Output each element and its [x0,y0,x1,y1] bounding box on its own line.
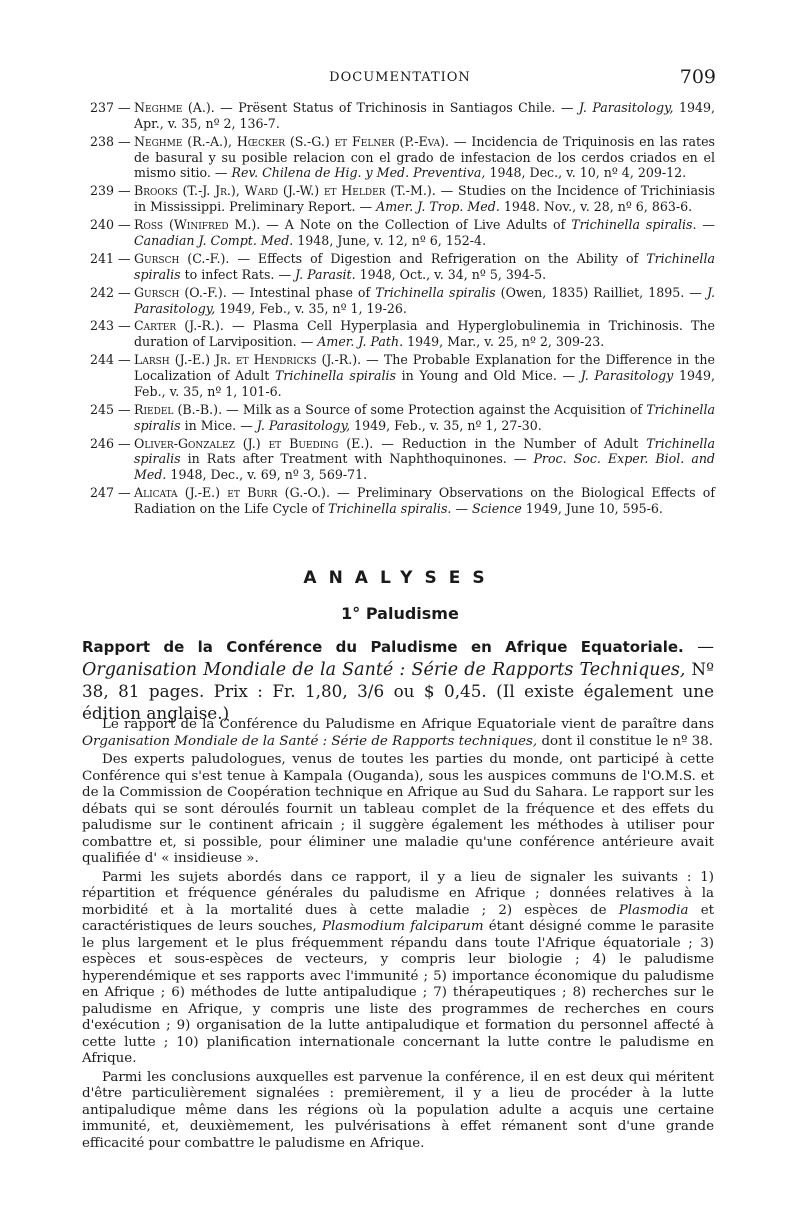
reference-text: — Intestinal phase of [226,284,376,300]
reference-entry [90,285,715,317]
reference-italic: Trichinella spiralis [134,250,715,282]
reference-number: 246 — [90,435,131,451]
reference-italic: Canadian J. Compt. Med. [134,232,294,248]
body-paragraph [82,870,714,1068]
reference-entry [90,100,715,132]
reference-text: — Incidencia de Triquinosis en las rates de basural y su posible relacion con el grado de infestacion de los cerdos criados en el mismo sitio. — [134,133,715,181]
reference-authors: Ross (Winifred M.). [134,217,261,233]
analyses-heading: ANALYSES [303,568,497,588]
reference-authors: Neghme (R.-A.), Hœcker (S.-G.) et Felner (P.-Eva). [134,133,450,149]
reference-italic: Amer. J. Path. [317,334,404,350]
reference-italic: Science [472,501,522,516]
reference-number: 239 — [90,183,131,199]
article-title-dash: — [683,636,714,656]
body-paragraph [82,1070,714,1153]
reference-entry [90,402,715,434]
reference-number: 238 — [90,133,131,149]
reference-text: 1949, Feb., v. 35, nº 1, 101-6. [134,368,715,399]
reference-authors: Carter (J.-R.). [134,318,224,334]
reference-text: — [696,217,715,233]
reference-entry [90,436,715,483]
reference-authors: Riedel (B.-B.). [134,401,223,417]
paragraph-text: Parmi les conclusions auxquelles est parvenue la conférence, il en est deux qui méritent d'être particulièrement signalées : premièrement, il y a lieu de procéder à la lutte antipaludique même dans les régions où la population adulte a acquis une certaine immunité, et, deuxièmement, les pulvérisations à effet rémanent sont d'une grande efficacité pour combattre le paludisme en Afrique. [82,1069,714,1151]
reference-italic: J. Parasitology, [134,284,716,316]
reference-text: — Preliminary Observations on the Biological Effects of Radiation on the Life Cycle of [134,485,716,516]
reference-authors: Neghme (A.). [134,100,215,115]
reference-italic: Trichinella spiralis [134,435,715,467]
reference-text: — Studies on the Incidence of Trichiniasis in Mississippi. Preliminary Report. — [134,183,715,215]
paragraph-text: et caractéristiques de leurs souches, [82,902,714,934]
reference-italic: Trichinella spiralis [375,284,496,300]
reference-list [90,100,715,519]
reference-italic: Rev. Chilena de Hig. y Med. Preventiva, [231,165,486,181]
reference-text: 1948. Nov., v. 28, nº 6, 863-6. [499,199,693,215]
reference-number: 240 — [90,217,131,233]
reference-text: — The Probable Explanation for the Difference in the Localization of Adult [134,352,715,384]
article-title [82,636,714,724]
reference-text: 1948, Dec., v. 10, nº 4, 209-12. [485,165,687,181]
reference-text: 1949, Feb., v. 35, nº 1, 27-30. [350,417,542,433]
reference-text: 1949, June 10, 595-6. [521,501,663,516]
reference-italic: Trichinella spiralis [274,368,396,384]
reference-italic: J. Parasitology [580,368,674,384]
reference-italic: J. Parasitology, [578,100,674,115]
reference-text: 1948, Oct., v. 34, nº 5, 394-5. [355,266,547,282]
reference-entry [90,134,715,181]
body-paragraph [82,717,714,750]
reference-authors: Oliver-Gonzalez (J.) et Bueding (E.). [134,435,374,451]
paragraph-italic: Plasmodium falciparum [321,919,484,934]
running-title: DOCUMENTATION [329,70,471,85]
reference-text: 1949, Feb., v. 35, nº 1, 19-26. [215,300,407,316]
reference-entry [90,183,715,215]
reference-italic: J. Parasit. [295,266,356,282]
reference-number: 241 — [90,250,131,266]
paragraph-italic: Plasmodia [618,902,689,918]
reference-number: 242 — [90,284,131,300]
reference-italic: Trichinella spiralis. [571,217,697,233]
reference-text: 1948, Dec., v. 69, nº 3, 569-71. [166,467,368,483]
reference-text: in Mice. — [180,417,257,433]
reference-text: in Young and Old Mice. — [395,368,581,384]
reference-italic: Trichinella spiralis [134,401,715,433]
reference-number: 243 — [90,318,131,334]
reference-authors: Gursch (C.-F.). [134,250,230,266]
reference-text: — Prësent Status of Trichinosis in Santiagos Chile. — [214,100,579,115]
reference-text: to infect Rats. — [180,266,296,282]
page-header [0,66,800,90]
reference-entry [90,251,715,283]
reference-italic: Proc. Soc. Exper. Biol. and Med. [134,451,715,483]
paragraph-text: étant désigné comme le parasite le plus largement et le plus fréquemment répandu dans toute l'Afrique équatoriale ; 3) espèces et sous-espèces de vecteurs, y compris leur biologie ; 4) le paludisme hyperendémique et ses rapports avec l'immunité ; 5) importance économique du paludisme en Afrique ; 6) méthodes de lutte antipaludique ; 7) thérapeutiques ; 8) recherches sur le paludisme en Afrique, y compris une liste des programmes de recherches en cours d'exécution ; 9) organisation de la lutte antipaludique et formation du personnel affecté à cette lutte ; 10) planification internationale concernant la lutte contre le paludisme en Afrique. [82,919,715,1066]
reference-entry [90,217,715,249]
section-heading: 1° Paludisme [341,604,459,623]
reference-text: — Reduction in the Number of Adult [373,435,647,451]
reference-text: 1948, June, v. 12, nº 6, 152-4. [293,232,487,248]
reference-text: — [451,501,473,516]
reference-number: 245 — [90,401,131,417]
reference-text: — A Note on the Collection of Live Adults of [260,217,572,233]
reference-entry [90,318,715,350]
reference-text: — Milk as a Source of some Protection against the Acquisition of [222,401,647,417]
reference-number: 237 — [90,100,131,115]
body-paragraph [82,752,714,868]
reference-text: 1949, Apr., v. 35, nº 2, 136-7. [134,100,715,131]
reference-italic: J. Parasitology, [256,417,351,433]
reference-entry [90,352,715,399]
article-title-italic: Organisation Mondiale de la Santé : Série de Rapports Techniques, [82,659,686,680]
paragraph-text: Le rapport de la Conférence du Paludisme en Afrique Equatoriale vient de paraître dans [102,717,714,732]
reference-text: in Rats after Treatment with Naphthoquinones. — [180,451,534,467]
reference-entry [90,485,715,517]
page-number: 709 [679,66,716,88]
reference-text: 1949, Mar., v. 25, nº 2, 309-23. [403,334,605,350]
paragraph-text: Parmi les sujets abordés dans ce rapport, il y a lieu de signaler les suivants : 1) répartition et fréquence générales du paludisme en Afrique ; données relatives à la morbidité et à la mortalité dues à cette maladie ; 2) espèces de [82,869,714,918]
article-title-bold: Rapport de la Conférence du Paludisme en Afrique Equatoriale. [82,638,684,656]
reference-text: — Plasma Cell Hyperplasia and Hyperglobulinemia in Trichinosis. The duration of Larviposition. — [134,318,715,350]
reference-authors: Brooks (T.-J. Jr.), Ward (J.-W.) et Helder (T.-M.). [134,183,436,199]
reference-italic: Amer. J. Trop. Med. [376,199,500,215]
article-body [82,717,714,1154]
reference-number: 247 — [90,485,131,501]
paragraph-italic: Organisation Mondiale de la Santé : Série de Rapports techniques, [82,733,538,749]
reference-italic: Trichinella spiralis. [328,501,452,516]
reference-text: (Owen, 1835) Railliet, 1895. — [495,284,707,300]
reference-authors: Alicata (J.-E.) et Burr (G.-O.). [134,485,330,501]
reference-text: — Effects of Digestion and Refrigeration on the Ability of [229,250,647,266]
reference-number: 244 — [90,352,131,368]
reference-authors: Larsh (J.-E.) Jr. et Hendricks (J.-R.). [134,352,362,368]
article-title-rest: Nº 38, 81 pages. Prix : Fr. 1,80, 3/6 ou $ 0,45. (Il existe également une édition anglaise.) [82,658,714,723]
reference-authors: Gursch (O.-F.). [134,284,227,300]
paragraph-text: Des experts paludologues, venus de toutes les parties du monde, ont participé à cette Conférence qui s'est tenue à Kampala (Ouganda), sous les auspices communs de l'O.M.S. et de la Commission de Coopération technique en Afrique au Sud du Sahara. Le rapport sur les débats qui se sont déroulés fournit un tableau complet de la fréquence et des effets du paludisme sur le continent africain ; il suggère également les méthodes à utiliser pour combattre et, si possible, pour éliminer une maladie qu'une conférence antérieure avait qualifiée d' « insidieuse ». [82,752,714,866]
paragraph-text: dont il constitue le nº 38. [537,733,714,749]
